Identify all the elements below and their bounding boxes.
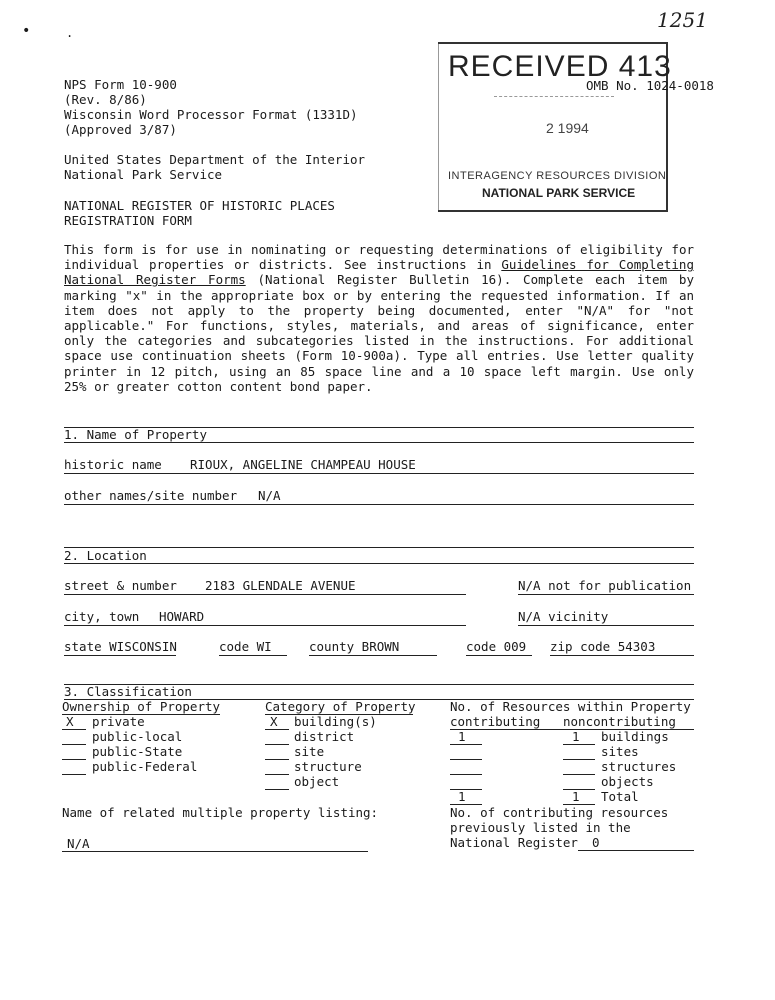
county-code-field[interactable]: code 009: [466, 639, 527, 654]
resource-type-label: objects: [601, 774, 654, 789]
state-field[interactable]: state WISCONSIN: [64, 639, 177, 654]
contributing-blank-line: [450, 804, 482, 805]
not-for-publication[interactable]: N/A not for publication: [518, 578, 692, 593]
section2-title: 2. Location: [64, 548, 147, 563]
zip-code-field[interactable]: zip code 54303: [550, 639, 656, 654]
total-rule-contributing: [450, 789, 482, 790]
ownership-option[interactable]: public-local: [92, 729, 183, 744]
total-rule-noncontributing: [563, 789, 595, 790]
registration-form-title: REGISTRATION FORM: [64, 213, 192, 228]
ownership-blank-line: [62, 744, 86, 745]
category-option[interactable]: district: [294, 729, 355, 744]
section3-title: 3. Classification: [64, 684, 192, 699]
agency: National Park Service: [64, 167, 223, 182]
related-listing-value[interactable]: N/A: [67, 836, 90, 851]
guidelines-link: Guidelines for Completing National Register Forms: [64, 257, 694, 288]
form-revision: (Rev. 8/86): [64, 92, 147, 107]
city-label: city, town: [64, 609, 140, 624]
section1-title: 1. Name of Property: [64, 427, 207, 442]
handwritten-page-number: 1251: [657, 8, 708, 32]
category-blank-line: [265, 759, 289, 760]
ownership-heading: Ownership of Property: [62, 699, 221, 714]
resource-type-label: buildings: [601, 729, 669, 744]
related-listing-label: Name of related multiple property listing:: [62, 805, 379, 820]
stamp-division: INTERAGENCY RESOURCES DIVISION: [448, 170, 667, 182]
category-heading: Category of Property: [265, 699, 416, 714]
contributing-blank-line: [450, 744, 482, 745]
noncontributing-blank-line: [563, 759, 595, 760]
noncontributing-blank-line: [563, 804, 595, 805]
ownership-mark[interactable]: X: [66, 714, 74, 729]
instructions-paragraph: This form is for use in nominating or requesting determinations of eligibility for individual properties or districts. See instructions in Guidelines for Completing National Register Forms (National Register Bulletin 16). Complete each item by marking "x" in the appropriate box or by entering the requested information. If an item does not apply to the property being documented, enter "N/A" for "not applicable." For functions, styles, materials, and areas of significance, enter only the categories and subcategories listed in the instructions. For additional space use continuation sheets (Form 10-900a). Type all entries. Use letter quality printer in 12 pitch, using an 85 space line and a 10 space left margin. Use only 25% or greater cotton content bond paper.: [64, 242, 694, 394]
contributing-count[interactable]: 1: [458, 729, 466, 744]
category-blank-line: [265, 744, 289, 745]
street-label: street & number: [64, 578, 177, 593]
other-names-label: other names/site number: [64, 488, 238, 503]
stray-mark: •: [22, 23, 31, 39]
ownership-option[interactable]: public-State: [92, 744, 183, 759]
resource-type-label: Total: [601, 789, 639, 804]
ownership-blank-line: [62, 774, 86, 775]
form-approved: (Approved 3/87): [64, 122, 177, 137]
contributing-heading: contributing: [450, 714, 541, 729]
category-option[interactable]: building(s): [294, 714, 377, 729]
category-blank-line: [265, 729, 289, 730]
ownership-option[interactable]: public-Federal: [92, 759, 198, 774]
stray-mark-2: .: [66, 26, 74, 40]
other-names-value[interactable]: N/A: [258, 488, 281, 503]
historic-name-label: historic name: [64, 457, 162, 472]
noncontributing-count[interactable]: 1: [572, 729, 580, 744]
ownership-blank-line: [62, 729, 86, 730]
noncontributing-count[interactable]: 1: [572, 789, 580, 804]
resource-type-label: structures: [601, 759, 677, 774]
form-number: NPS Form 10-900: [64, 77, 177, 92]
category-option[interactable]: object: [294, 774, 340, 789]
city-value[interactable]: HOWARD: [159, 609, 205, 624]
vicinity[interactable]: N/A vicinity: [518, 609, 609, 624]
category-option[interactable]: structure: [294, 759, 362, 774]
ownership-blank-line: [62, 759, 86, 760]
contributing-count[interactable]: 1: [458, 789, 466, 804]
contributing-blank-line: [450, 774, 482, 775]
ownership-option[interactable]: private: [92, 714, 145, 729]
stamp-date: 2 1994: [546, 120, 589, 136]
category-blank-line: [265, 774, 289, 775]
previously-listed-line3: National Register: [450, 835, 578, 850]
noncontributing-heading: noncontributing: [563, 714, 676, 729]
noncontributing-blank-line: [563, 774, 595, 775]
received-stamp: RECEIVED 413: [448, 50, 672, 83]
resources-heading: No. of Resources within Property: [450, 699, 691, 714]
historic-name-value[interactable]: RIOUX, ANGELINE CHAMPEAU HOUSE: [190, 457, 416, 472]
category-option[interactable]: site: [294, 744, 325, 759]
category-mark[interactable]: X: [270, 714, 278, 729]
previously-listed-line1: No. of contributing resources: [450, 805, 669, 820]
state-code-field[interactable]: code WI: [219, 639, 272, 654]
department: United States Department of the Interior: [64, 152, 366, 167]
register-title: NATIONAL REGISTER OF HISTORIC PLACES: [64, 198, 335, 213]
stamp-service: NATIONAL PARK SERVICE: [482, 186, 636, 200]
previously-listed-value[interactable]: 0: [592, 835, 600, 850]
form-format: Wisconsin Word Processor Format (1331D): [64, 107, 358, 122]
omb-number: OMB No. 1024-0018: [586, 78, 714, 93]
county-field[interactable]: county BROWN: [309, 639, 400, 654]
category-blank-line: [265, 789, 289, 790]
street-value[interactable]: 2183 GLENDALE AVENUE: [205, 578, 356, 593]
resource-type-label: sites: [601, 744, 639, 759]
contributing-blank-line: [450, 759, 482, 760]
noncontributing-blank-line: [563, 744, 595, 745]
previously-listed-line2: previously listed in the: [450, 820, 631, 835]
